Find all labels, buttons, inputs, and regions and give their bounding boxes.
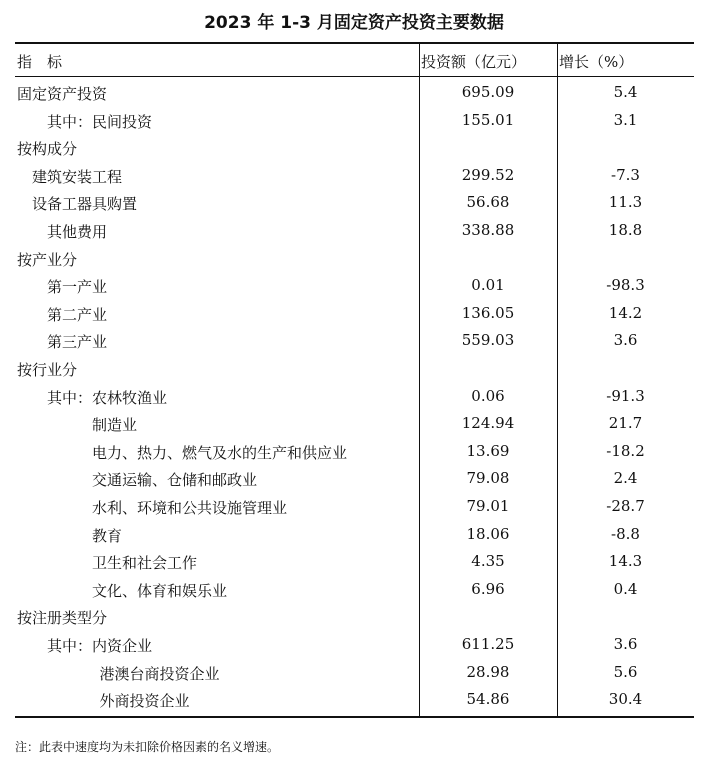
header-growth: 增长（%）	[559, 53, 634, 71]
footnote: 注：此表中速度均为未扣除价格因素的名义增速。	[15, 740, 280, 754]
row-label: 第二产业	[47, 305, 108, 324]
row-value: 79.01	[466, 497, 510, 515]
table-row	[15, 218, 694, 245]
row-label: 外商投资企业	[99, 692, 190, 711]
row-value: 611.25	[461, 635, 515, 653]
table-row	[15, 604, 694, 631]
row-growth: 5.6	[613, 662, 638, 681]
table-row	[15, 494, 694, 521]
row-value: 13.69	[466, 441, 510, 460]
row-value: 559.03	[461, 331, 515, 350]
header-rule	[15, 76, 694, 77]
table-row	[15, 108, 694, 135]
table-row	[15, 411, 694, 438]
row-label: 教育	[92, 526, 123, 545]
row-growth: 3.1	[613, 110, 638, 129]
table-row	[15, 660, 694, 687]
row-label: 固定资产投资	[17, 85, 108, 103]
row-value: 18.06	[466, 524, 510, 543]
table-row	[15, 135, 694, 162]
row-value: 6.96	[471, 579, 505, 598]
row-label: 其中：民间投资	[47, 112, 153, 131]
table-row	[15, 466, 694, 493]
row-value: 54.86	[466, 690, 510, 709]
row-label: 文化、体育和娱乐业	[92, 581, 228, 600]
row-label: 按产业分	[17, 250, 78, 269]
row-label: 设备工器具购置	[32, 195, 138, 214]
bottom-rule	[15, 716, 694, 718]
table-row	[15, 301, 694, 328]
header-indicator: 指 标	[17, 53, 63, 71]
row-label: 第一产业	[47, 278, 108, 297]
row-value: 4.35	[471, 552, 505, 571]
row-value: 155.01	[461, 110, 515, 129]
row-value: 28.98	[466, 662, 510, 681]
table-row	[15, 273, 694, 300]
row-label: 按构成分	[17, 140, 78, 159]
row-label: 按注册类型分	[17, 609, 108, 628]
table-title: 2023 年 1-3 月固定资产投资主要数据	[204, 13, 504, 33]
table-row	[15, 439, 694, 466]
row-growth: 0.4	[613, 579, 638, 598]
row-label: 卫生和社会工作	[92, 554, 198, 573]
row-label: 交通运输、仓储和邮政业	[92, 471, 258, 490]
row-label: 建筑安装工程	[32, 167, 123, 186]
row-growth: 11.3	[608, 193, 643, 212]
row-value: 79.08	[466, 469, 510, 488]
row-value: 136.05	[461, 303, 515, 322]
row-value: 0.01	[471, 276, 505, 295]
row-label: 港澳台商投资企业	[99, 664, 220, 683]
row-value: 124.94	[461, 414, 515, 433]
table-row	[15, 356, 694, 383]
row-growth: -91.3	[606, 386, 645, 405]
row-growth: -7.3	[611, 165, 640, 184]
row-label: 电力、热力、燃气及水的生产和供应业	[92, 443, 348, 462]
table-row	[15, 190, 694, 217]
row-growth: -28.7	[606, 497, 645, 515]
table-row	[15, 522, 694, 549]
row-growth: -8.8	[611, 524, 640, 543]
row-growth: -98.3	[606, 276, 645, 295]
row-growth: 30.4	[608, 690, 643, 709]
row-value: 299.52	[461, 165, 515, 184]
row-value: 695.09	[461, 83, 515, 101]
row-value: 56.68	[466, 193, 510, 212]
row-value: 0.06	[471, 386, 505, 405]
row-label: 其他费用	[47, 223, 108, 241]
table-row	[15, 687, 694, 714]
table-row	[15, 328, 694, 355]
table-row	[15, 80, 694, 107]
row-growth: 14.2	[608, 303, 643, 322]
row-label: 水利、环境和公共设施管理业	[92, 499, 288, 517]
row-label: 其中：农林牧渔业	[47, 388, 168, 407]
row-label: 按行业分	[17, 361, 78, 379]
row-growth: 3.6	[613, 635, 638, 653]
row-label: 第三产业	[47, 333, 108, 352]
row-label: 制造业	[92, 416, 138, 435]
row-growth: 18.8	[608, 221, 643, 239]
table-row	[15, 632, 694, 659]
row-growth: -18.2	[606, 441, 645, 460]
row-growth: 5.4	[613, 83, 638, 101]
table-row	[15, 384, 694, 411]
header-value: 投资额（亿元）	[421, 53, 527, 71]
row-growth: 2.4	[613, 469, 638, 488]
row-growth: 21.7	[608, 414, 643, 433]
row-growth: 14.3	[608, 552, 643, 571]
top-rule	[15, 42, 694, 44]
row-growth: 3.6	[613, 331, 638, 350]
row-value: 338.88	[461, 221, 515, 239]
table-row	[15, 246, 694, 273]
row-label: 其中：内资企业	[47, 637, 153, 655]
table-row	[15, 549, 694, 576]
table-row	[15, 163, 694, 190]
table-row	[15, 577, 694, 604]
